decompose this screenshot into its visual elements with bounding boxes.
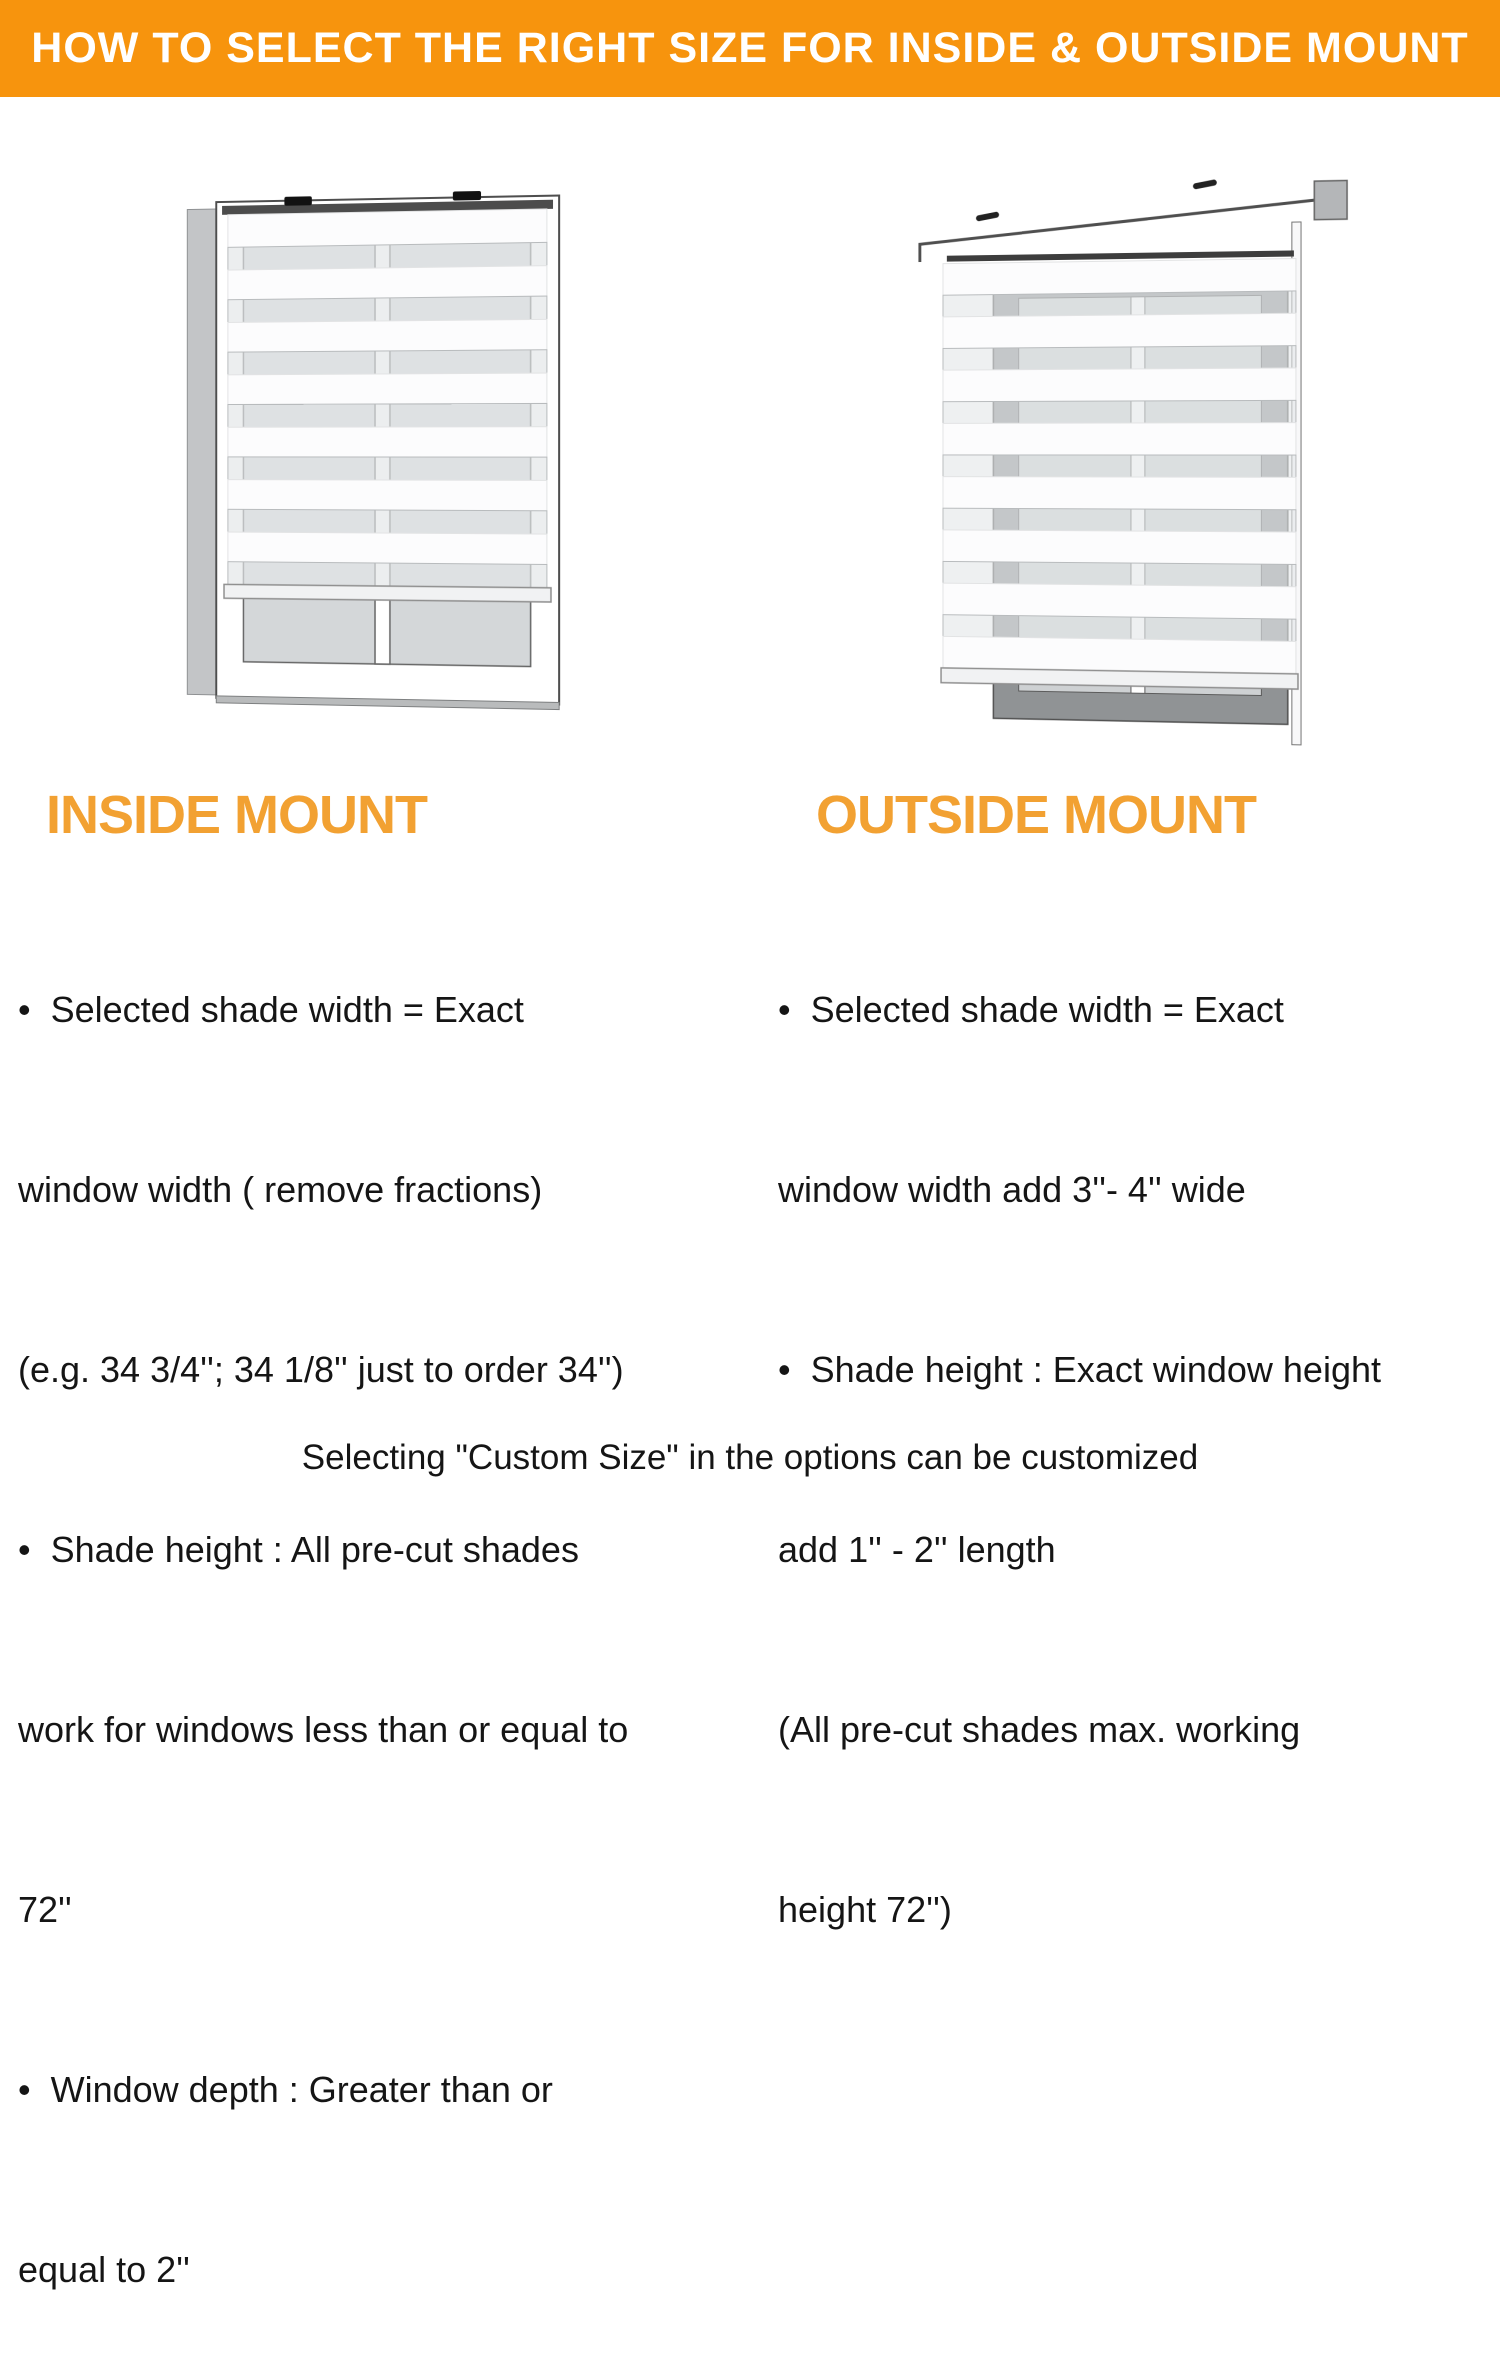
note-line: equal to 2'': [18, 2249, 190, 2290]
note-line: • Selected shade width = Exact: [778, 989, 1284, 1030]
banner-title: HOW TO SELECT THE RIGHT SIZE FOR INSIDE & OUTSIDE MOUNT: [31, 24, 1469, 72]
inside-mount-heading: INSIDE MOUNT: [46, 785, 428, 845]
screw-mark: [976, 211, 1000, 221]
zebra-shade: [941, 258, 1298, 689]
note-line: (All pre-cut shades max. working: [778, 1709, 1301, 1750]
shade-bottom-rail: [224, 584, 551, 602]
note-line: • Selected shade width = Exact: [18, 989, 524, 1030]
note-line: • Window depth : Greater than or: [18, 2069, 553, 2110]
inside-mount-figure: [163, 150, 593, 747]
bracket-end-cap: [1314, 180, 1347, 219]
note-line: height 72''): [778, 1889, 952, 1930]
note-line: 72'': [18, 1889, 72, 1930]
note-line: window width add 3''- 4'' wide: [778, 1169, 1246, 1210]
note-line: add 1'' - 2'' length: [778, 1529, 1056, 1570]
note-line: • Shade height : All pre-cut shades: [18, 1529, 579, 1570]
footer-note: Selecting "Custom Size" in the options can be customized: [301, 1438, 1199, 1477]
note-line: (e.g. 34 3/4''; 34 1/8'' just to order 34''): [18, 1349, 624, 1390]
outside-mount-heading: OUTSIDE MOUNT: [816, 785, 1256, 845]
outside-mount-illustration: [899, 134, 1361, 767]
wall-bracket: [920, 176, 1347, 262]
note-line: window width ( remove fractions): [18, 1169, 543, 1210]
mount-clip: [284, 196, 311, 205]
mount-clip: [453, 191, 481, 201]
note-line: • Shade height : Exact window height: [778, 1349, 1381, 1390]
inside-mount-notes: [18, 860, 763, 2360]
inside-mount-illustration: [168, 145, 595, 752]
note-line: work for windows less than or equal to: [18, 1709, 629, 1750]
zebra-shade: [224, 209, 551, 602]
banner: [0, 0, 1500, 97]
outside-mount-figure: [893, 140, 1358, 762]
screw-mark: [1193, 179, 1218, 190]
outside-mount-notes: [778, 860, 1488, 2000]
